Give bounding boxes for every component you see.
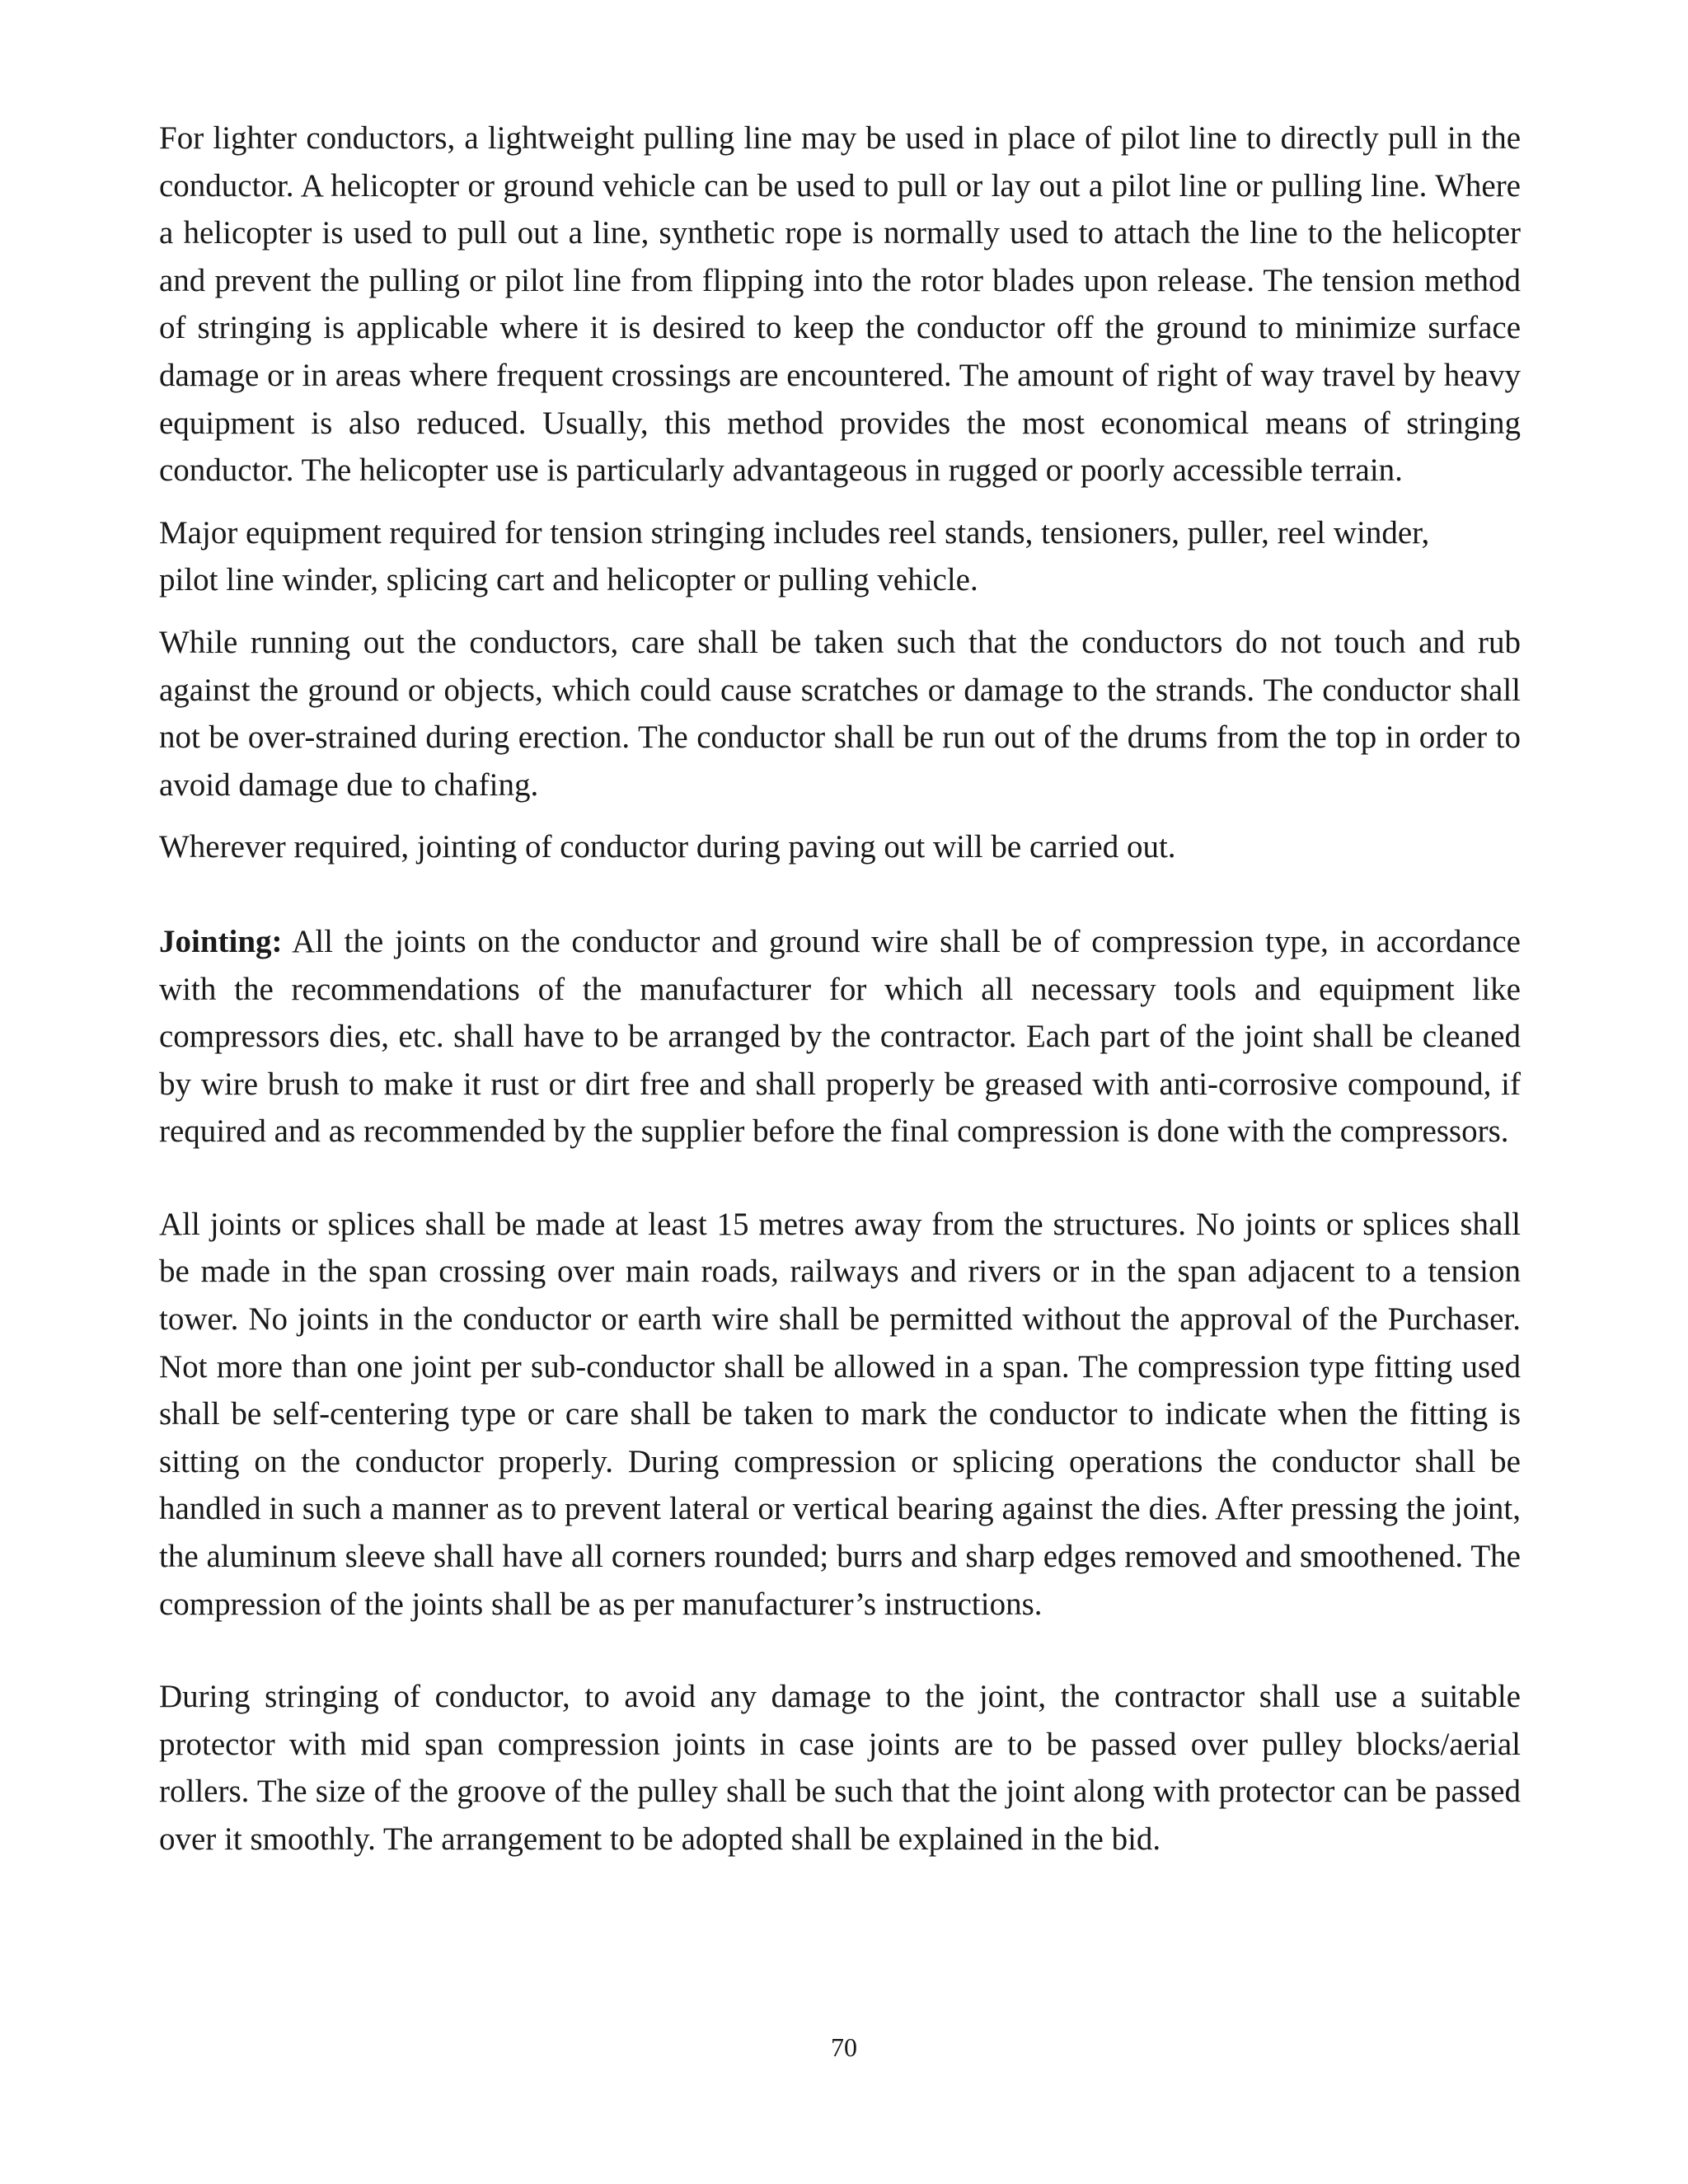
paragraph-major-equipment xyxy=(159,509,1521,604)
jointing-body: All the joints on the conductor and ground wire shall be of compression type, in accordance with the recommendations of the manufacturer for which all necessary tools and equipment like compressors dies, etc. shall have to be arranged by the contractor. Each part of the joint shall be cleaned by wire brush to make it rust or dirt free and shall properly be greased with anti-corrosive compound, if required and as recommended by the supplier before the final compression is done with the compressors. xyxy=(159,923,1521,1150)
paragraph-joint-locations: All joints or splices shall be made at least 15 metres away from the structures. No joints or splices shall be made in the span crossing over main roads, railways and rivers or in the span adjacent to a tension tower. No joints in the conductor or earth wire shall be permitted without the approval of the Purchaser. Not more than one joint per sub-conductor shall be allowed in a span. The compression type fitting used shall be self-centering type or care shall be taken to mark the conductor to indicate when the fitting is sitting on the conductor properly. During compression or splicing operations the conductor shall be handled in such a manner as to prevent lateral or vertical bearing against the dies. After pressing the joint, the aluminum sleeve shall have all corners rounded; burrs and sharp edges removed and smoothened. The compression of the joints shall be as per manufacturer’s instructions. xyxy=(159,1206,1521,1622)
page-number: 70 xyxy=(831,2032,857,2062)
paragraph-jointing-during-paving: Wherever required, jointing of conductor during paving out will be carried out. xyxy=(159,829,1176,865)
page-body xyxy=(159,115,1521,1863)
paragraph-major-equipment-line-1: Major equipment required for tension stringing includes reel stands, tensioners, puller, reel winder, xyxy=(159,514,1430,551)
paragraph-pulling-line: For lighter conductors, a lightweight pulling line may be used in place of pilot line to directly pull in the conductor. A helicopter or ground vehicle can be used to pull or lay out a pilot line or pulling line. Where a helicopter is used to pull out a line, synthetic rope is normally used to attach the line to the helicopter and prevent the pulling or pilot line from flipping into the rotor blades upon release. The tension method of stringing is applicable where it is desired to keep the conductor off the ground to minimize surface damage or in areas where frequent crossings are encountered. The amount of right of way travel by heavy equipment is also reduced. Usually, this method provides the most economical means of stringing conductor. The helicopter use is particularly advantageous in rugged or poorly accessible terrain. xyxy=(159,120,1521,489)
paragraph-joint-protector: During stringing of conductor, to avoid any damage to the joint, the contractor shall use a suitable protector with mid span compression joints in case joints are to be passed over pulley blocks/aerial rollers. The size of the groove of the pulley shall be such that the joint along with protector can be passed over it smoothly. The arrangement to be adopted shall be explained in the bid. xyxy=(159,1679,1521,1857)
paragraph-major-equipment-line-2: pilot line winder, splicing cart and helicopter or pulling vehicle. xyxy=(159,562,978,598)
paragraph-running-out-conductors: While running out the conductors, care shall be taken such that the conductors do not touch and rub against the ground or objects, which could cause scratches or damage to the strands. The conductor shall not be over-strained during erection. The conductor shall be run out of the drums from the top in order to avoid damage due to chafing. xyxy=(159,624,1521,803)
jointing-heading: Jointing: xyxy=(159,923,283,959)
paragraph-jointing xyxy=(159,918,1521,1155)
